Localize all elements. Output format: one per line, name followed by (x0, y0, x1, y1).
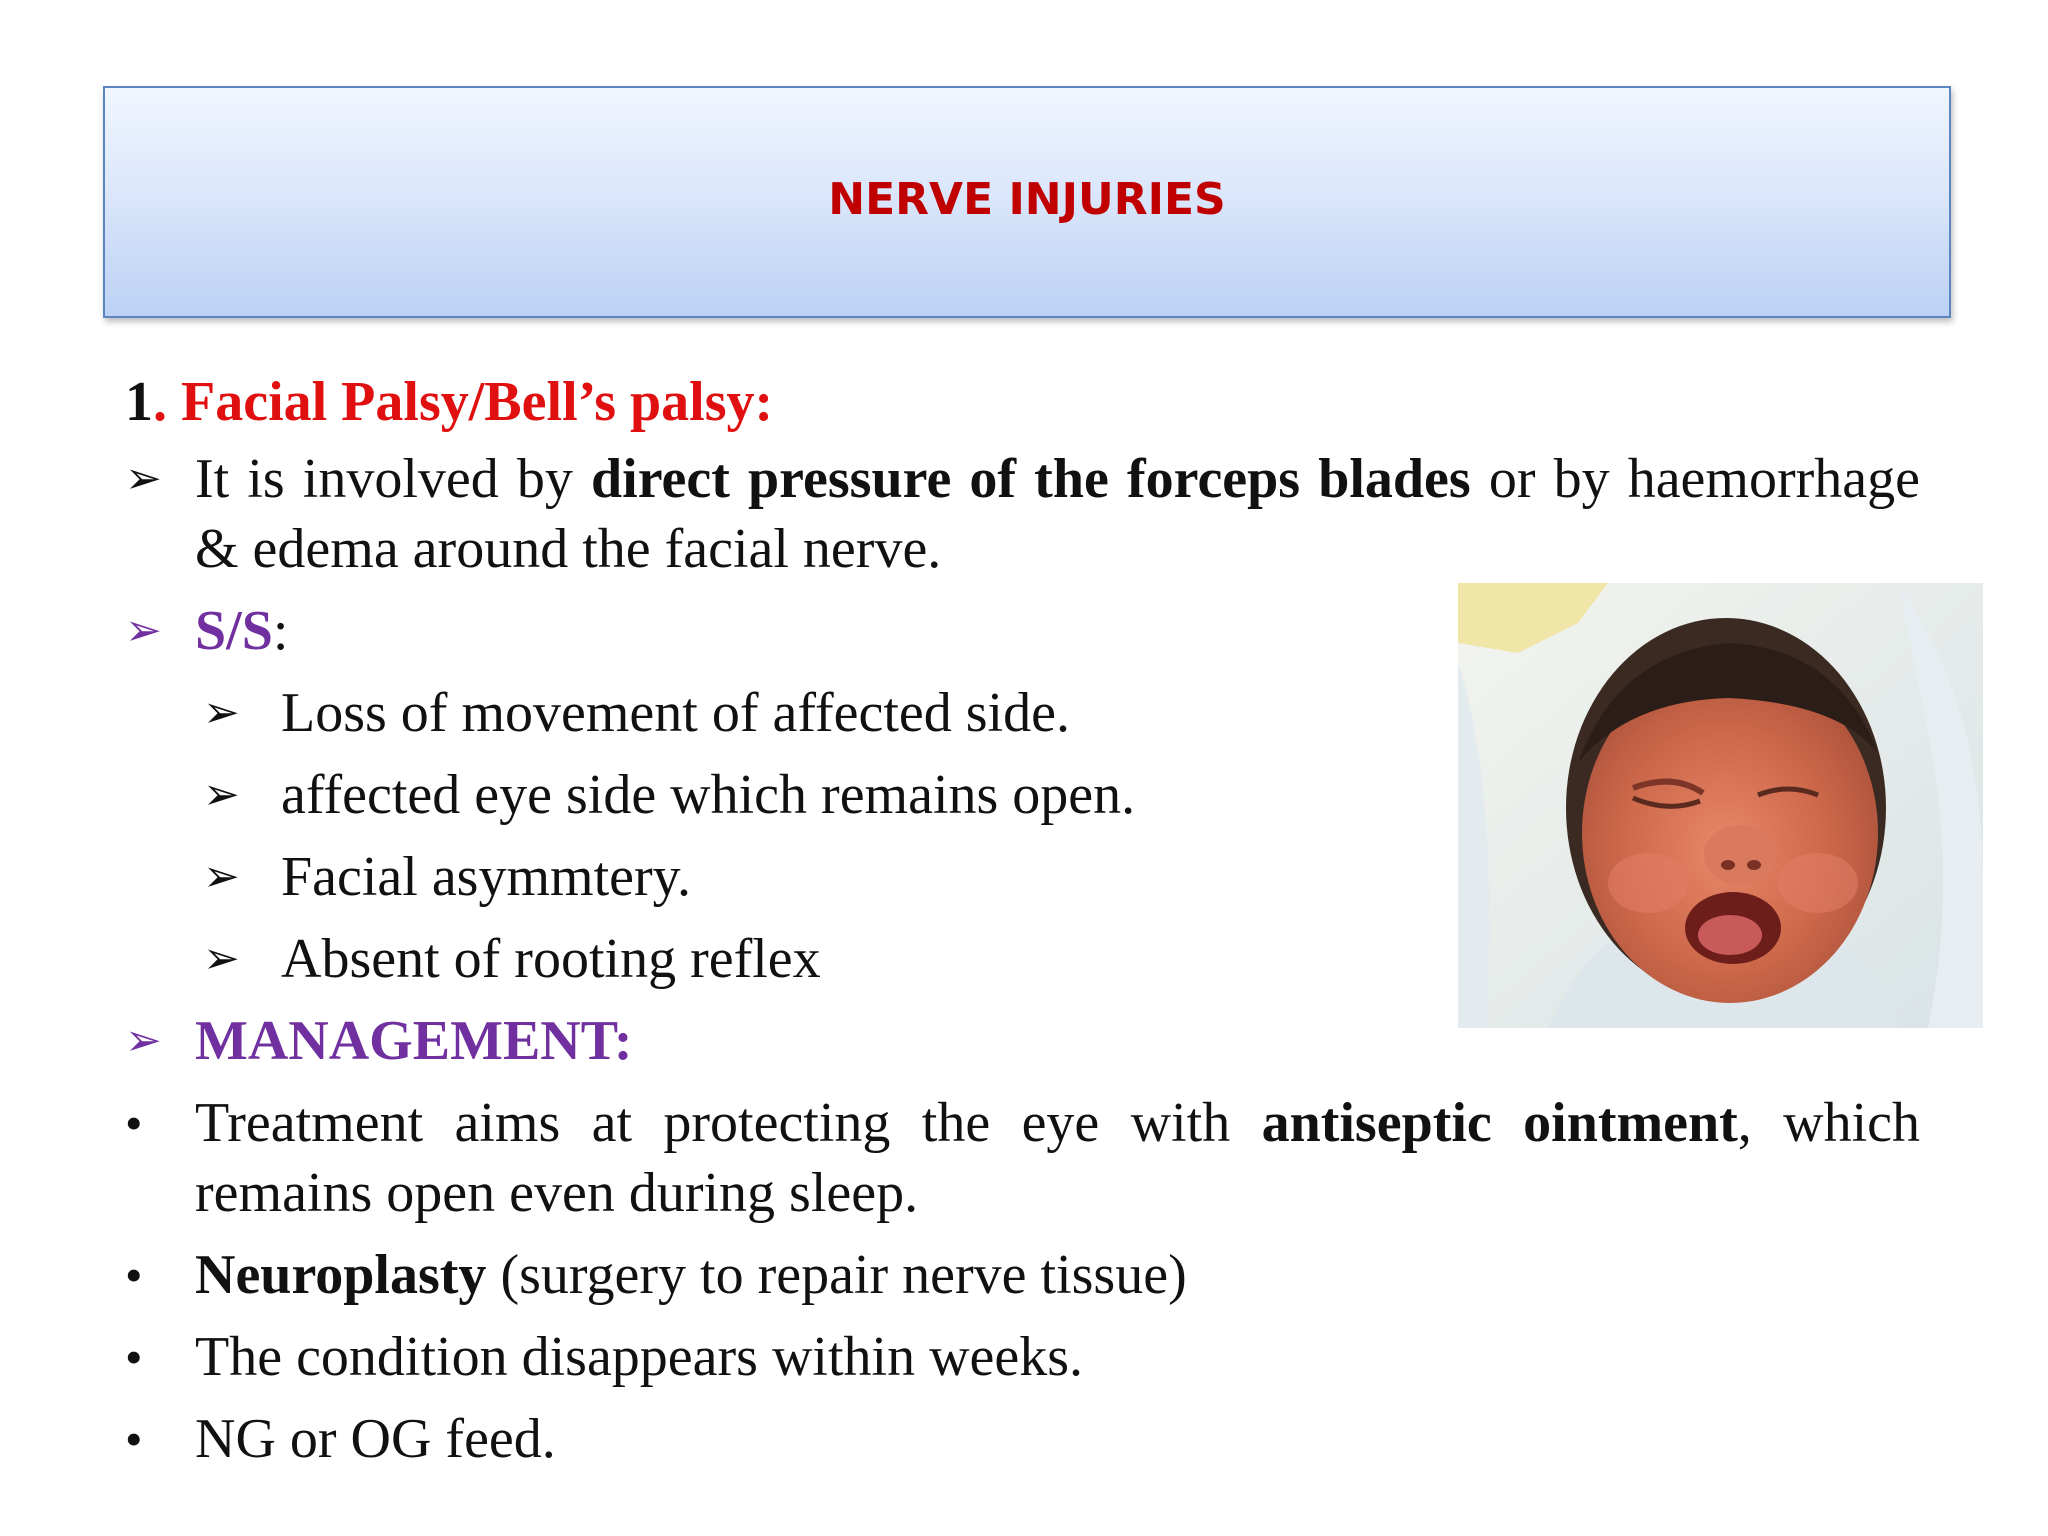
neuroplasty-bold: Neuroplasty (195, 1244, 487, 1306)
arrowhead-bullet-icon: ➢ (203, 769, 240, 820)
neuroplasty-text-after: (surgery to repair nerve tissue) (486, 1244, 1187, 1306)
signs-heading (195, 596, 1920, 666)
feed-text: NG or OG feed. (195, 1408, 556, 1470)
treatment-text-bold: antiseptic ointment (1261, 1092, 1738, 1154)
sign-text: Absent of rooting reflex (281, 928, 821, 990)
round-bullet-icon: • (125, 1411, 143, 1467)
arrowhead-bullet-icon: ➢ (203, 851, 240, 902)
list-item-neuroplasty (125, 1240, 1920, 1310)
sign-text: Facial asymmtery. (281, 846, 692, 908)
signs-label: S/S (195, 600, 273, 662)
sign-text: affected eye side which remains open. (281, 764, 1136, 826)
arrowhead-bullet-icon: ➢ (203, 933, 240, 984)
cause-text-before: It is involved by (195, 448, 591, 510)
list-item-sign-1 (203, 678, 1920, 748)
list-item-feed (125, 1404, 1920, 1474)
cause-text (195, 444, 1920, 584)
round-bullet-icon: • (125, 1247, 143, 1303)
treatment-text-after: , which remains open even during sleep. (195, 1092, 1920, 1224)
section-heading (125, 362, 1920, 442)
arrowhead-bullet-icon: ➢ (203, 687, 240, 738)
treatment-text (195, 1088, 1920, 1228)
sign-text: Loss of movement of affected side. (281, 682, 1070, 744)
round-bullet-icon: • (125, 1095, 143, 1151)
list-item-management (125, 1006, 1920, 1076)
list-item-sign-3 (203, 842, 1920, 912)
list-item-signs (125, 596, 1920, 666)
slide-content (125, 362, 1920, 1474)
title-box (103, 86, 1951, 318)
arrowhead-bullet-icon: ➢ (125, 605, 162, 656)
list-item-treatment (125, 1088, 1920, 1228)
cause-text-bold: direct pressure of the forceps blades (591, 448, 1471, 510)
signs-suffix: : (272, 600, 289, 662)
list-item-sign-2 (203, 760, 1920, 830)
condition-text: The condition disappears within weeks. (195, 1326, 1084, 1388)
heading-number: 1 (125, 371, 153, 433)
list-item-cause (125, 444, 1920, 584)
treatment-text-before: Treatment aims at protecting the eye with (195, 1092, 1262, 1154)
heading-text: . Facial Palsy/Bell’s palsy: (153, 371, 774, 433)
arrowhead-bullet-icon: ➢ (125, 1015, 162, 1066)
list-item-sign-4 (203, 924, 1920, 994)
round-bullet-icon: • (125, 1329, 143, 1385)
neuroplasty-text (195, 1240, 1187, 1310)
management-label: MANAGEMENT: (195, 1010, 633, 1072)
cause-text-after: or by haemorrhage & edema around the facial nerve. (195, 448, 1920, 580)
slide-title: NERVE INJURIES (828, 173, 1226, 225)
list-item-condition (125, 1322, 1920, 1392)
arrowhead-bullet-icon: ➢ (125, 453, 162, 504)
